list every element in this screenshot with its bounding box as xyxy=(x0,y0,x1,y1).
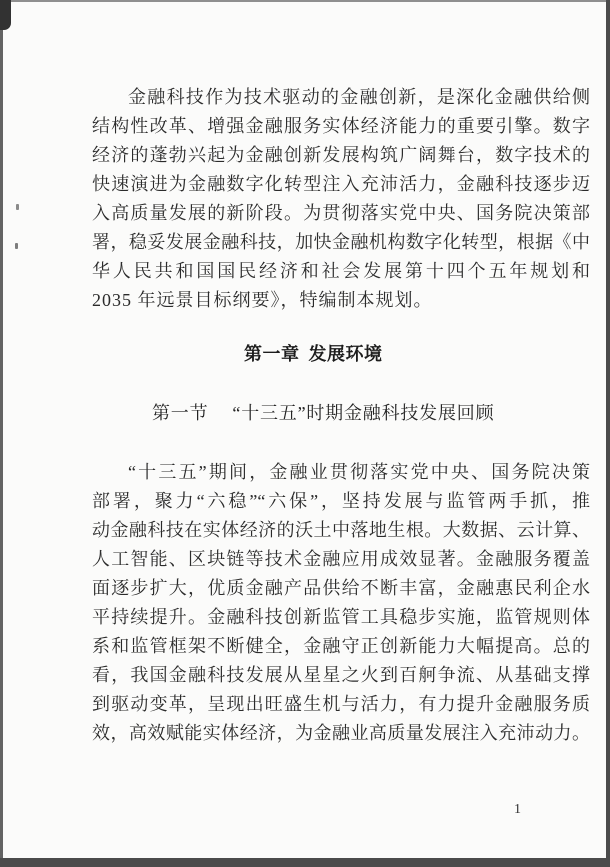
chapter-title: 发展环境 xyxy=(308,344,383,364)
chapter-number: 第一章 xyxy=(244,344,300,364)
paragraph-intro xyxy=(92,83,590,315)
text-line: 入高质量发展的新阶段。为贯彻落实党中央、国务院决策部 xyxy=(92,203,590,223)
page-number: 1 xyxy=(514,802,521,817)
text-line: 平持续提升。金融科技创新监管工具稳步实施，监管规则体 xyxy=(92,607,590,627)
text-line: 2035 年远景目标纲要》，特编制本规划。 xyxy=(92,290,433,310)
text-line: “十三五”期间，金融业贯彻落实党中央、国务院决策 xyxy=(128,462,590,482)
scan-edge-top xyxy=(0,0,610,2)
scan-speck xyxy=(15,243,18,249)
scan-speck xyxy=(16,204,19,210)
text-line: 金融科技作为技术驱动的金融创新，是深化金融供给侧 xyxy=(128,87,590,107)
section-number: 第一节 xyxy=(152,403,209,423)
section-title: “十三五”时期金融科技发展回顾 xyxy=(232,403,495,423)
text-line: 看，我国金融科技发展从星星之火到百舸争流、从基础支撑 xyxy=(92,665,590,685)
text-line: 人工智能、区块链等技术金融应用成效显著。金融服务覆盖 xyxy=(92,549,590,569)
scan-edge-bottom xyxy=(0,858,610,867)
section-heading xyxy=(152,399,494,428)
scan-edge-left xyxy=(0,0,3,867)
text-line: 到驱动变革，呈现出旺盛生机与活力，有力提升金融服务质 xyxy=(92,694,590,714)
text-line: 快速演进为金融数字化转型注入充沛活力，金融科技逐步迈 xyxy=(92,174,590,194)
text-line: 面逐步扩大，优质金融产品供给不断丰富，金融惠民利企水 xyxy=(92,578,590,598)
text-line: 经济的蓬勃兴起为金融创新发展构筑广阔舞台，数字技术的 xyxy=(92,145,590,165)
scan-edge-right xyxy=(606,0,610,867)
text-line: 结构性改革、增强金融服务实体经济能力的重要引擎。数字 xyxy=(92,116,590,136)
text-line: 动金融科技在实体经济的沃土中落地生根。大数据、云计算、 xyxy=(92,520,590,540)
text-line: 效，高效赋能实体经济，为金融业高质量发展注入充沛动力。 xyxy=(92,723,590,743)
paragraph-review xyxy=(92,458,590,748)
text-line: 署，稳妥发展金融科技，加快金融机构数字化转型，根据《中 xyxy=(92,232,590,252)
text-line: 华人民共和国国民经济和社会发展第十四个五年规划和 xyxy=(92,261,590,281)
chapter-heading xyxy=(244,340,383,369)
scan-corner-artifact xyxy=(0,0,11,30)
text-line: 系和监管框架不断健全，金融守正创新能力大幅提高。总的 xyxy=(92,636,590,656)
text-line: 部署，聚力“六稳”“六保”，坚持发展与监管两手抓，推 xyxy=(92,491,590,511)
